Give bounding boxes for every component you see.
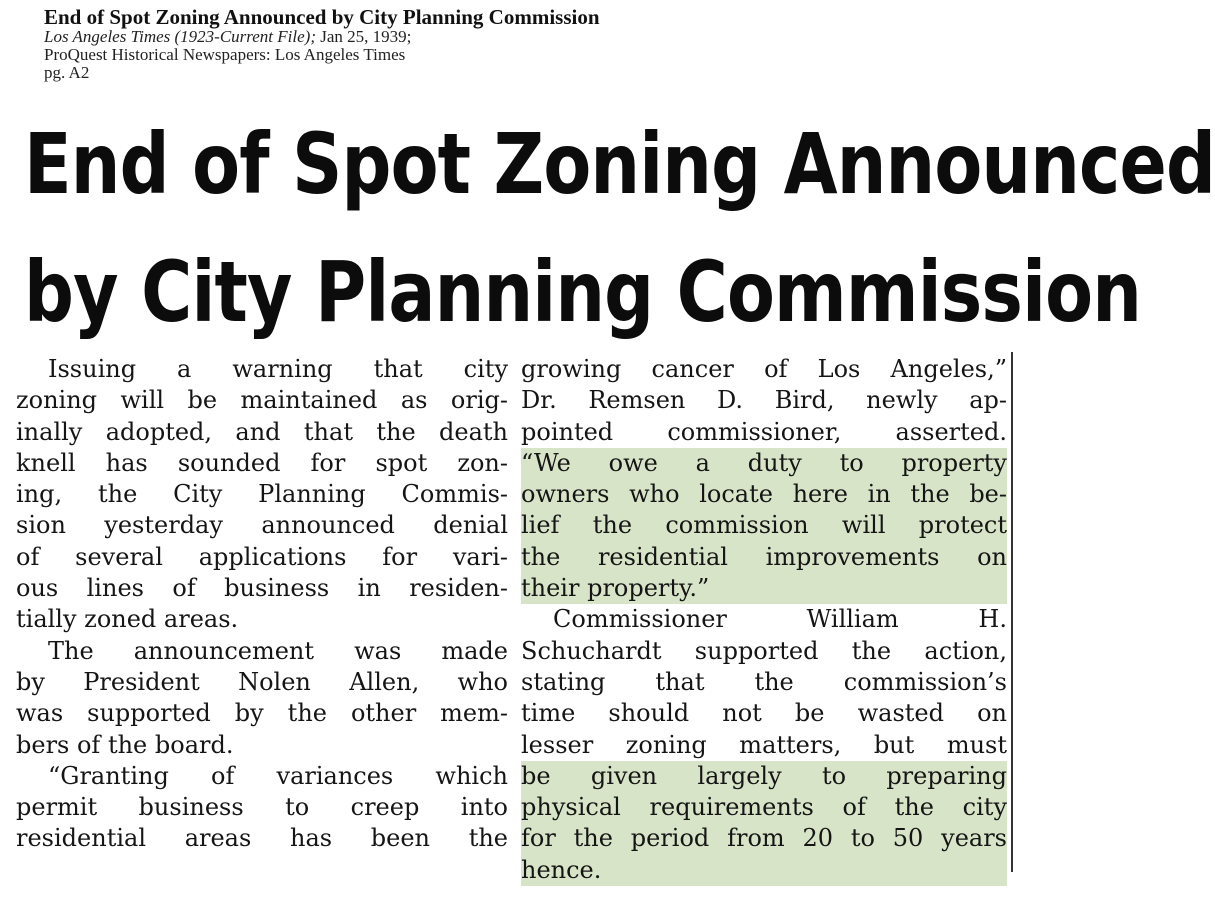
text-line: Issuing a warning that city: [48, 355, 508, 383]
text-line: The announcement was made: [48, 636, 508, 665]
text-line: growing cancer of Los Angeles,”: [521, 355, 1007, 383]
highlighted-text-line: “We owe a duty to property: [521, 448, 1007, 479]
highlighted-text-line: lief the commission will protect: [521, 510, 1007, 541]
highlighted-text-line: for the period from 20 to 50 years: [521, 823, 1007, 854]
text-line: knell has sounded for spot zon-: [16, 448, 508, 477]
text-line: tially zoned areas.: [16, 605, 239, 634]
highlighted-text-line: their property.”: [521, 573, 1007, 604]
text-line: “Granting of variances which: [48, 761, 508, 790]
citation-database: ProQuest Historical Newspapers: Los Angeles Times: [44, 44, 406, 64]
text-line: ing, the City Planning Commis-: [16, 480, 508, 509]
text-line: stating that the commission’s: [521, 667, 1007, 696]
text-line: of several applications for vari-: [16, 542, 508, 571]
citation-date: Jan 25, 1939;: [315, 27, 412, 47]
headline-line-1: End of Spot Zoning Announced: [24, 115, 1215, 213]
headline-line-2: by City Planning Commission: [24, 243, 1142, 341]
text-line: ous lines of business in residen-: [16, 574, 508, 603]
article-column-left: [16, 354, 508, 855]
text-line: zoning will be maintained as orig-: [16, 386, 508, 415]
text-line: time should not be wasted on: [521, 699, 1007, 728]
highlighted-text-line: physical requirements of the city: [521, 792, 1007, 823]
text-line: pointed commissioner, asserted.: [521, 417, 1007, 446]
citation-block: [44, 6, 744, 82]
text-line: residential areas has been the: [16, 824, 508, 853]
text-line: was supported by the other mem-: [16, 699, 508, 728]
text-line: permit business to creep into: [16, 793, 508, 822]
citation-source: [44, 28, 744, 46]
text-line: Dr. Remsen D. Bird, newly ap-: [521, 386, 1007, 415]
citation-title: End of Spot Zoning Announced by City Planning Commission: [44, 5, 600, 29]
text-line: sion yesterday announced denial: [16, 511, 508, 540]
text-line: Schuchardt supported the action,: [521, 636, 1007, 665]
highlighted-text-line: be given largely to preparing: [521, 761, 1007, 792]
article-column-right: [521, 354, 1007, 886]
citation-page: pg. A2: [44, 62, 90, 82]
highlighted-text-line: the residential improvements on: [521, 542, 1007, 573]
article-headline: [24, 100, 1215, 356]
text-line: by President Nolen Allen, who: [16, 667, 508, 696]
highlighted-text-line: hence.: [521, 855, 1007, 886]
text-line: inally adopted, and that the death: [16, 417, 508, 446]
column-rule: [1011, 352, 1013, 872]
text-line: Commissioner William H.: [553, 605, 1007, 634]
citation-publication: Los Angeles Times (1923-Current File);: [44, 27, 316, 47]
text-line: bers of the board.: [16, 730, 234, 759]
text-line: lesser zoning matters, but must: [521, 730, 1007, 759]
highlighted-text-line: owners who locate here in the be-: [521, 479, 1007, 510]
